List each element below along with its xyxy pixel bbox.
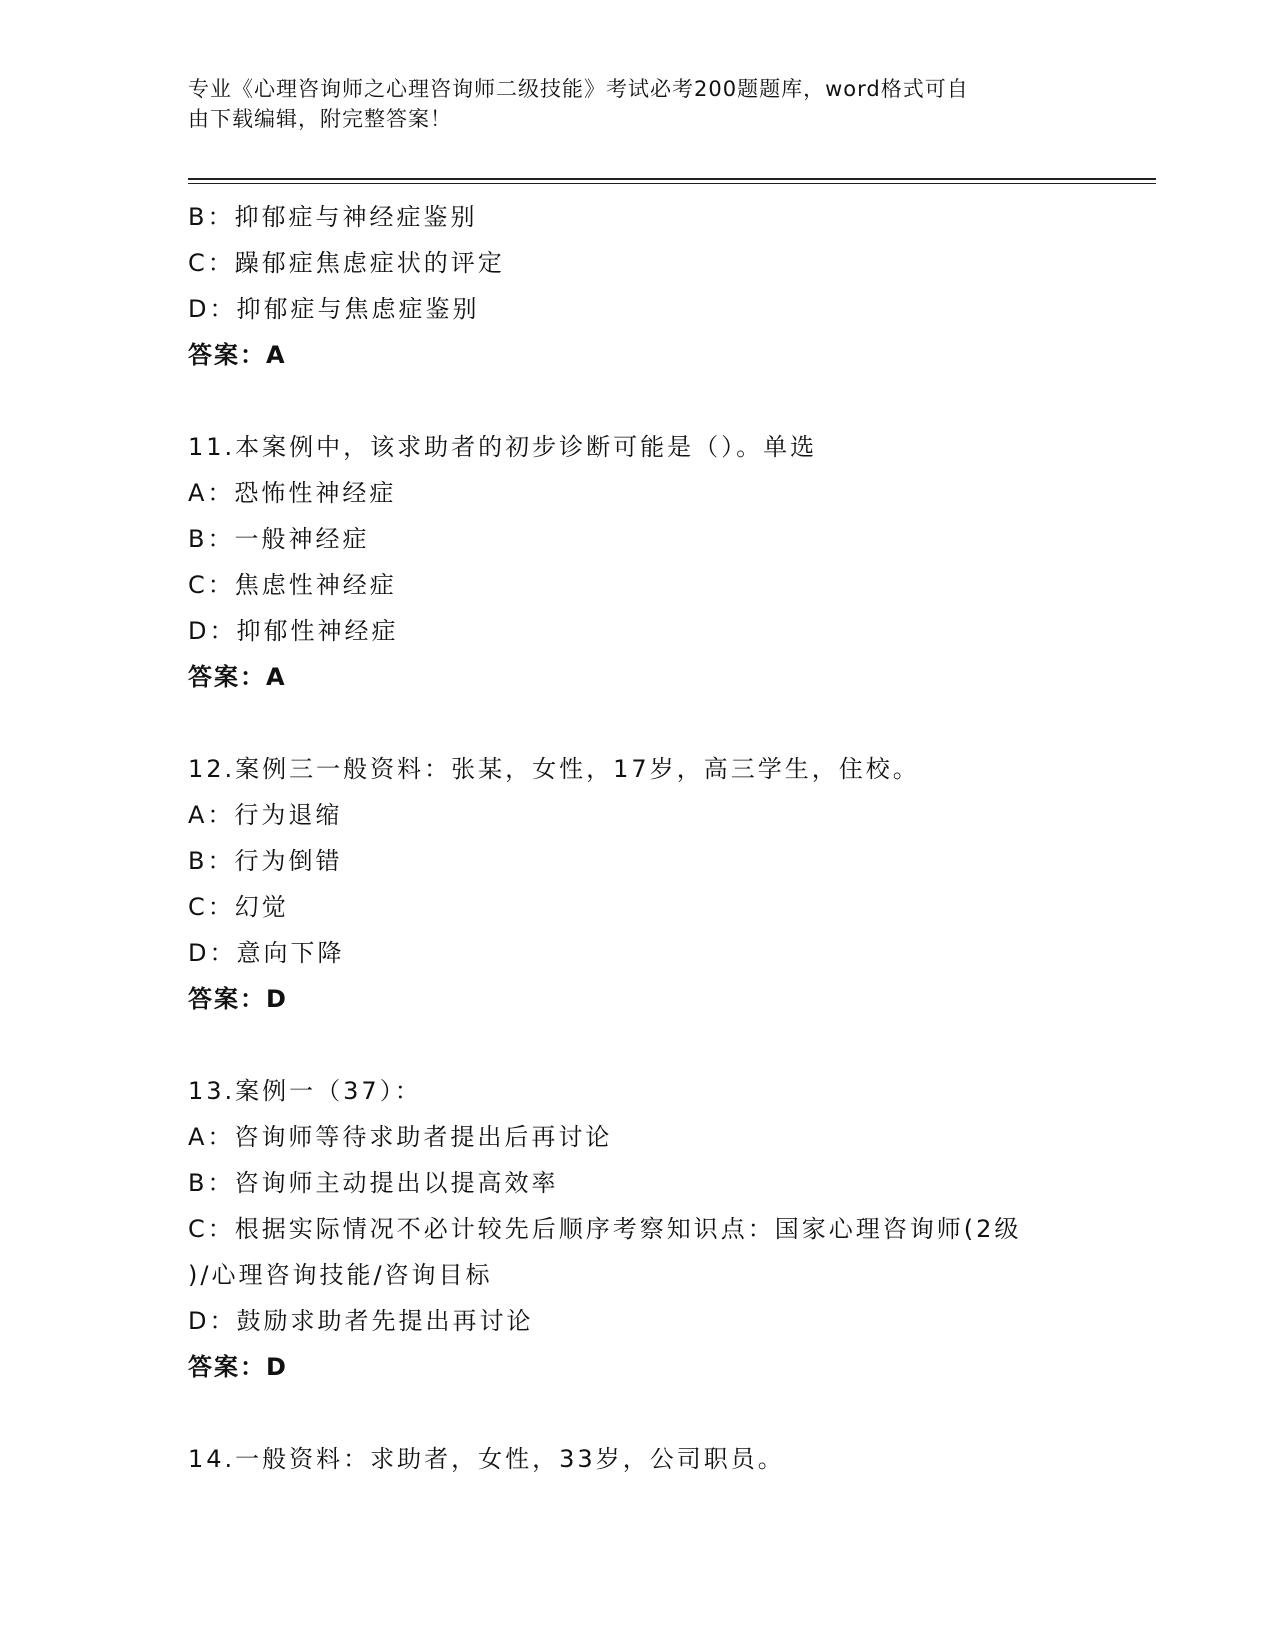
header-divider-thin xyxy=(188,183,1156,184)
document-header xyxy=(188,74,1068,134)
question-text: 12.案例三一般资料：张某，女性，17岁，高三学生，住校。 xyxy=(188,755,920,783)
question-block-10 xyxy=(188,194,1088,378)
header-line-1: 专业《心理咨询师之心理咨询师二级技能》考试必考200题题库，word格式可自 xyxy=(188,77,969,101)
option-c: C：根据实际情况不必计较先后顺序考察知识点：国家心理咨询师(2级 xyxy=(188,1215,1022,1243)
option-c-continued: )/心理咨询技能/咨询目标 xyxy=(188,1261,493,1289)
option-c: C：幻觉 xyxy=(188,893,289,921)
answer: 答案：A xyxy=(188,663,287,691)
answer: 答案：A xyxy=(188,341,287,369)
question-list xyxy=(188,194,1088,1482)
header-line-2: 由下载编辑，附完整答案！ xyxy=(188,107,452,131)
question-text: 14.一般资料：求助者，女性，33岁，公司职员。 xyxy=(188,1445,785,1473)
header-divider-thick xyxy=(188,178,1156,180)
option-a: A：行为退缩 xyxy=(188,801,343,829)
question-text: 11.本案例中，该求助者的初步诊断可能是（）。单选 xyxy=(188,433,818,461)
option-d: D：鼓励求助者先提出再讨论 xyxy=(188,1307,534,1335)
option-b: B：行为倒错 xyxy=(188,847,343,875)
answer: 答案：D xyxy=(188,985,288,1013)
option-a: A：咨询师等待求助者提出后再讨论 xyxy=(188,1123,613,1151)
option-b: B：一般神经症 xyxy=(188,525,370,553)
option-b: B：抑郁症与神经症鉴别 xyxy=(188,203,478,231)
question-block-13 xyxy=(188,1068,1088,1390)
option-b: B：咨询师主动提出以提高效率 xyxy=(188,1169,559,1197)
question-block-14 xyxy=(188,1436,1088,1482)
question-block-11 xyxy=(188,424,1088,700)
option-a: A：恐怖性神经症 xyxy=(188,479,397,507)
option-c: C：躁郁症焦虑症状的评定 xyxy=(188,249,505,277)
option-d: D：抑郁症与焦虑症鉴别 xyxy=(188,295,480,323)
question-block-12 xyxy=(188,746,1088,1022)
answer: 答案：D xyxy=(188,1353,288,1381)
option-c: C：焦虑性神经症 xyxy=(188,571,397,599)
option-d: D：抑郁性神经症 xyxy=(188,617,399,645)
question-text: 13.案例一（37）： xyxy=(188,1077,422,1105)
option-d: D：意向下降 xyxy=(188,939,345,967)
